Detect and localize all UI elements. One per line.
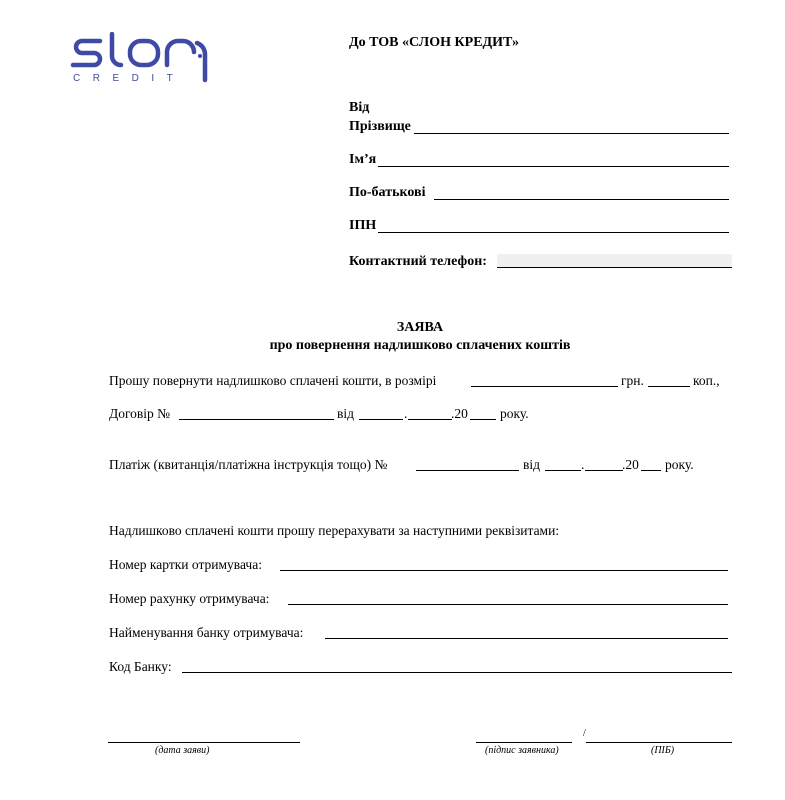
kop-label: коп., xyxy=(693,373,720,388)
date-field[interactable] xyxy=(108,742,300,743)
document-title: ЗАЯВА xyxy=(396,320,444,335)
from-label: Від xyxy=(349,100,370,115)
card-field[interactable] xyxy=(280,570,728,571)
surname-label: Прізвище xyxy=(349,119,411,134)
payment-day-field[interactable] xyxy=(545,470,581,471)
name-field[interactable] xyxy=(378,166,729,167)
bank-code-field[interactable] xyxy=(182,672,732,673)
account-label: Номер рахунку отримувача: xyxy=(109,591,270,606)
document-subtitle: про повернення надлишково сплачених коштів xyxy=(269,338,571,353)
payment-label: Платіж (квитанція/платіжна інструкція тощо) № xyxy=(109,457,388,472)
contract-day-field[interactable] xyxy=(359,419,403,420)
amount-uah-field[interactable] xyxy=(471,386,618,387)
account-field[interactable] xyxy=(288,604,728,605)
year-prefix: .20 xyxy=(451,406,468,421)
contract-label: Договір № xyxy=(109,406,171,421)
surname-field[interactable] xyxy=(414,133,729,134)
contract-month-field[interactable] xyxy=(408,419,452,420)
bank-name-label: Найменування банку отримувача: xyxy=(109,625,304,640)
slash: / xyxy=(583,728,586,739)
svg-text:CREDIT: CREDIT xyxy=(73,73,186,84)
slon-credit-logo xyxy=(70,32,215,87)
tax-id-label: ІПН xyxy=(349,218,377,233)
patronymic-field[interactable] xyxy=(434,199,729,200)
uah-label: грн. xyxy=(621,373,644,388)
payment-from-label: від xyxy=(523,457,540,472)
pib-caption: (ПІБ) xyxy=(651,745,675,756)
bank-name-field[interactable] xyxy=(325,638,728,639)
year-prefix: .20 xyxy=(622,457,639,472)
payment-year-field[interactable] xyxy=(641,470,661,471)
year-label: року. xyxy=(665,457,694,472)
contract-from-label: від xyxy=(337,406,354,421)
payment-month-field[interactable] xyxy=(585,470,623,471)
dot: . xyxy=(581,457,585,472)
dot: . xyxy=(404,406,408,421)
pib-field[interactable] xyxy=(586,742,732,743)
payment-number-field[interactable] xyxy=(416,470,519,471)
signature-field[interactable] xyxy=(476,742,572,743)
phone-field[interactable] xyxy=(497,254,732,268)
phone-label: Контактний телефон: xyxy=(349,254,487,269)
contract-year-field[interactable] xyxy=(470,419,496,420)
contract-number-field[interactable] xyxy=(179,419,334,420)
recipient: До ТОВ «СЛОН КРЕДИТ» xyxy=(349,35,520,50)
bank-code-label: Код Банку: xyxy=(109,659,172,674)
date-caption: (дата заяви) xyxy=(155,745,210,756)
card-label: Номер картки отримувача: xyxy=(109,557,262,572)
year-label: року. xyxy=(500,406,529,421)
signature-caption: (підпис заявника) xyxy=(485,745,559,756)
tax-id-field[interactable] xyxy=(378,232,729,233)
name-label: Ім’я xyxy=(349,152,377,167)
patronymic-label: По-батькові xyxy=(349,185,426,200)
amount-kop-field[interactable] xyxy=(648,386,690,387)
amount-text: Прошу повернути надлишково сплачені кошти, в розмірі xyxy=(109,373,437,388)
details-intro: Надлишково сплачені кошти прошу перерахувати за наступними реквізитами: xyxy=(109,523,560,538)
